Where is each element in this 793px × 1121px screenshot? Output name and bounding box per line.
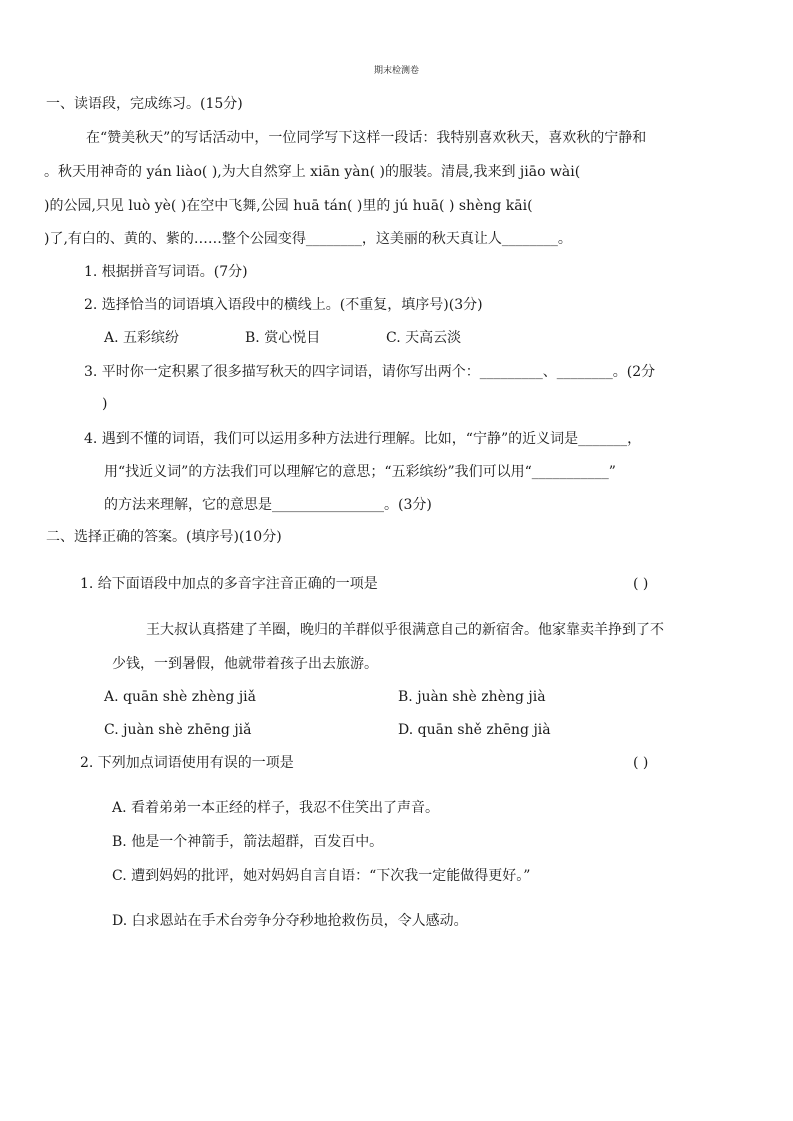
q2-1-option-b: B. juàn shè zhèng jià	[398, 689, 546, 705]
question-1-3: 3. 平时你一定积累了很多描写秋天的四字词语，请你写出两个：_________、________。(2分	[84, 364, 656, 380]
q2-2-option-d: D. 白求恩站在手术台旁争分夺秒地抢救伤员，令人感动。	[112, 913, 468, 929]
q2-1-passage-line-2: 少钱，一到暑假，他就带着孩子出去旅游。	[112, 656, 378, 672]
question-1-2: 2. 选择恰当的词语填入语段中的横线上。(不重复，填序号)(3分)	[84, 297, 483, 313]
question-2-1: 1. 给下面语段中加点的多音字注音正确的一项是	[80, 576, 378, 592]
passage-line-4: )了,有白的、黄的、紫的……整个公园变得________，这美丽的秋天真让人________。	[44, 231, 572, 247]
page-title: 期末检测卷	[373, 66, 419, 76]
question-1-4-line-2: 用“找近义词”的方法我们可以理解它的意思；“五彩缤纷”我们可以用“___________”	[104, 464, 616, 480]
q2-1-option-a: A. quān shè zhèng jiǎ	[104, 689, 257, 705]
question-1-3-tail: )	[102, 396, 108, 412]
question-2-2: 2. 下列加点词语使用有误的一项是	[80, 755, 294, 771]
question-1-4-line-3: 的方法来理解，它的意思是________________。(3分)	[104, 497, 432, 513]
question-1-1: 1. 根据拼音写词语。(7分)	[84, 264, 248, 280]
answer-bracket-2-2: ( )	[633, 755, 649, 771]
passage-line-2: 。秋天用神奇的 yán liào( ),为大自然穿上 xiān yàn( )的服装。清晨,我来到 jiāo wài(	[44, 164, 581, 180]
passage-line-3: )的公园,只见 luò yè( )在空中飞舞,公园 huā tán( )里的 jú huā( ) shèng kāi(	[44, 198, 533, 214]
q1-2-option-a: A. 五彩缤纷	[104, 330, 180, 346]
q1-2-option-c: C. 天高云淡	[386, 330, 462, 346]
passage-line-1: 在“赞美秋天”的写话活动中，一位同学写下这样一段话：我特别喜欢秋天，喜欢秋的宁静和	[86, 130, 647, 146]
q2-2-option-b: B. 他是一个神箭手，箭法超群，百发百中。	[112, 834, 384, 850]
q2-1-option-d: D. quān shě zhēng jià	[398, 722, 551, 738]
section2-heading: 二、选择正确的答案。(填序号)(10分)	[46, 529, 282, 545]
answer-bracket-2-1: ( )	[633, 576, 649, 592]
q2-2-option-c: C. 遭到妈妈的批评，她对妈妈自言自语：“下次我一定能做得更好。”	[112, 868, 531, 884]
q2-2-option-a: A. 看着弟弟一本正经的样子，我忍不住笑出了声音。	[112, 800, 440, 816]
q2-1-option-c: C. juàn shè zhēng jiǎ	[104, 722, 252, 738]
q1-2-option-b: B. 赏心悦目	[245, 330, 321, 346]
question-1-4-line-1: 4. 遇到不懂的词语，我们可以运用多种方法进行理解。比如，“宁静”的近义词是_______，	[84, 431, 642, 447]
section1-heading: 一、读语段，完成练习。(15分)	[46, 96, 243, 112]
q2-1-passage-line-1: 王大叔认真搭建了羊圈，晚归的羊群似乎很满意自己的新宿舍。他家靠卖羊挣到了不	[146, 622, 664, 638]
